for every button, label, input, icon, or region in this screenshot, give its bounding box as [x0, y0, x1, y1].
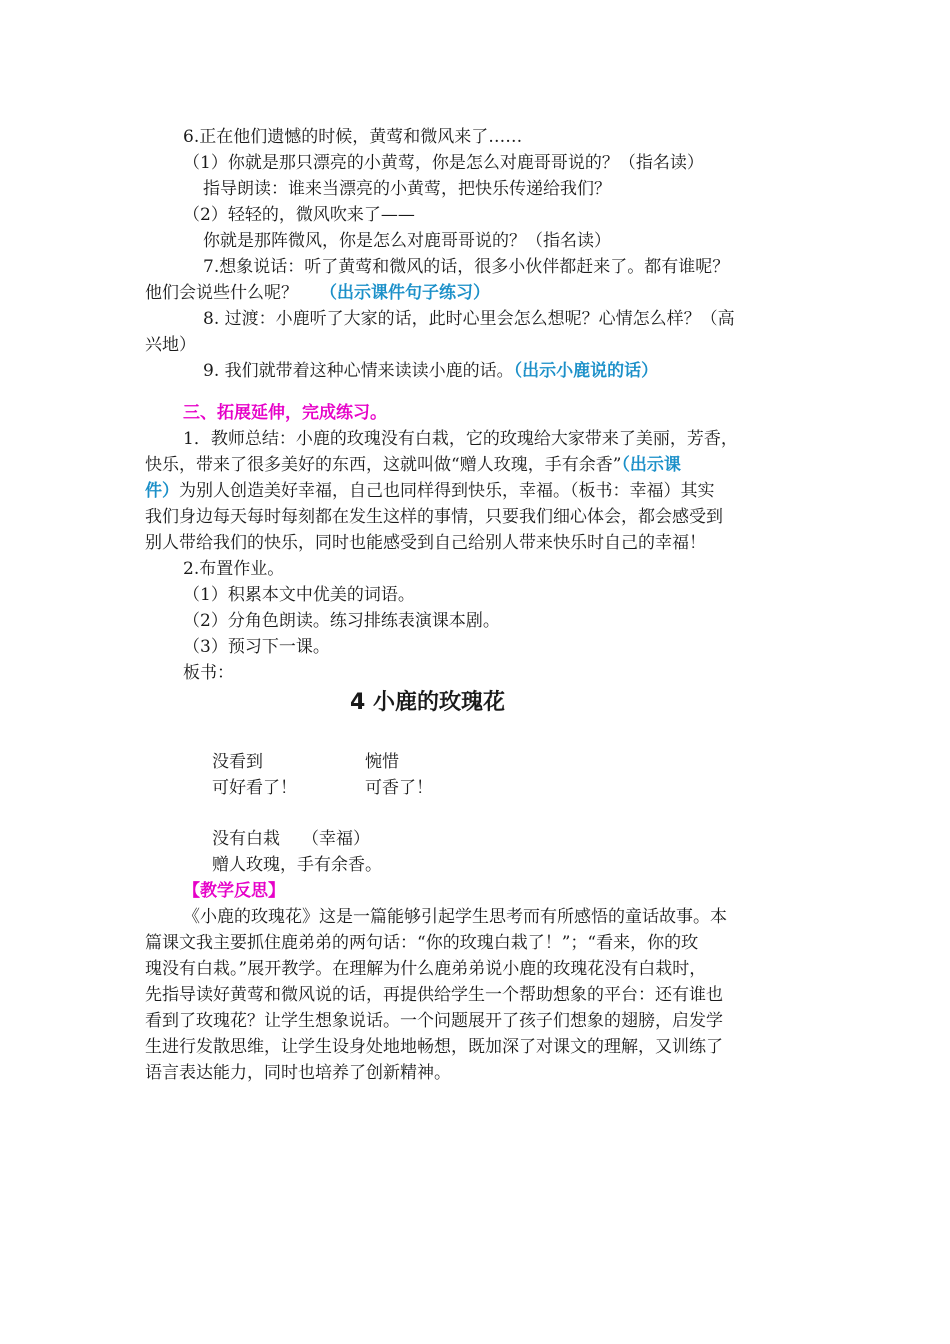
homework-heading: 2.布置作业。: [183, 559, 285, 579]
courseware-tag: （出示课: [621, 455, 681, 475]
board-cell-c1r1: 没看到: [212, 752, 263, 772]
step-6-2-question: 你就是那阵微风，你是怎么对鹿哥哥说的？（指名读）: [203, 231, 611, 251]
step-7-line2: [145, 281, 490, 305]
summary-line2: [145, 453, 681, 477]
board-cell-c2r2: 可香了！: [365, 778, 433, 798]
reflection-line6: 生进行发散思维，让学生设身处地地畅想，既加深了对课文的理解，又训练了: [145, 1037, 723, 1057]
board-cell-r3a: 没有白栽: [212, 829, 280, 849]
reflection-line1: 《小鹿的玫瑰花》这是一篇能够引起学生思考而有所感悟的童话故事。本: [183, 907, 727, 927]
summary-line4: 我们身边每天每时每刻都在发生这样的事情，只要我们细心体会，都会感受到: [145, 507, 723, 527]
summary-line1: 1．教师总结：小鹿的玫瑰没有白栽，它的玫瑰给大家带来了美丽，芳香，: [183, 429, 738, 449]
courseware-tag: 件）: [145, 481, 179, 501]
reflection-line5: 看到了玫瑰花？让学生想象说话。一个问题展开了孩子们想象的翅膀，启发学: [145, 1011, 723, 1031]
homework-item-3: （3）预习下一课。: [183, 637, 330, 657]
courseware-tag: （出示小鹿说的话）: [513, 361, 659, 381]
section-3-heading: 三、拓展延伸，完成练习。: [183, 403, 387, 423]
step-7-line1: 7.想象说话：听了黄莺和微风的话，很多小伙伴都赶来了。都有谁呢？: [203, 257, 730, 277]
courseware-tag: （出示课件句子练习）: [320, 283, 490, 303]
step-8-line2: 兴地）: [145, 335, 196, 355]
step-6-1: （1）你就是那只漂亮的小黄莺，你是怎么对鹿哥哥说的？（指名读）: [183, 153, 704, 173]
step-9-text: 9. 我们就带着这种心情来读读小鹿的话。: [203, 361, 514, 381]
homework-item-1: （1）积累本文中优美的词语。: [183, 585, 415, 605]
reflection-line4: 先指导读好黄莺和微风说的话，再提供给学生一个帮助想象的平台：还有谁也: [145, 985, 723, 1005]
summary-line3: [145, 479, 715, 503]
step-8-line1: 8. 过渡：小鹿听了大家的话，此时心里会怎么想呢？心情怎么样？（高: [203, 309, 735, 329]
step-9: [203, 359, 658, 383]
summary-line5: 别人带给我们的快乐，同时也能感受到自己给别人带来快乐时自己的幸福！: [145, 533, 706, 553]
board-cell-c1r2: 可好看了！: [212, 778, 297, 798]
summary-text: 为别人创造美好幸福，自己也同样得到快乐，幸福。（板书：幸福）其实: [179, 481, 715, 501]
homework-item-2: （2）分角色朗读。练习排练表演课本剧。: [183, 611, 500, 631]
board-cell-r3b: （幸福）: [302, 829, 370, 849]
reflection-line2: 篇课文我主要抓住鹿弟弟的两句话：“你的玫瑰白栽了！”；“看来，你的玫: [145, 933, 699, 953]
board-cell-c2r1: 惋惜: [365, 752, 399, 772]
board-row3: [212, 827, 370, 851]
board-row4: 赠人玫瑰，手有余香。: [212, 855, 382, 875]
step-6: 6.正在他们遗憾的时候，黄莺和微风来了……: [183, 127, 523, 147]
reflection-line3: 瑰没有白栽。”展开教学。在理解为什么鹿弟弟说小鹿的玫瑰花没有白栽时，: [145, 959, 707, 979]
summary-text: 快乐，带来了很多美好的东西，这就叫做“赠人玫瑰，手有余香”: [145, 455, 622, 475]
step-6-1-guide: 指导朗读：谁来当漂亮的小黄莺，把快乐传递给我们？: [203, 179, 611, 199]
board-label: 板书：: [183, 663, 234, 683]
step-6-2: （2）轻轻的，微风吹来了——: [183, 205, 415, 225]
reflection-line7: 语言表达能力，同时也培养了创新精神。: [145, 1063, 451, 1083]
reflection-heading: 【教学反思】: [183, 881, 285, 901]
step-7-text: 他们会说些什么呢？: [145, 283, 298, 303]
board-title: 4 小鹿的玫瑰花: [350, 690, 505, 715]
